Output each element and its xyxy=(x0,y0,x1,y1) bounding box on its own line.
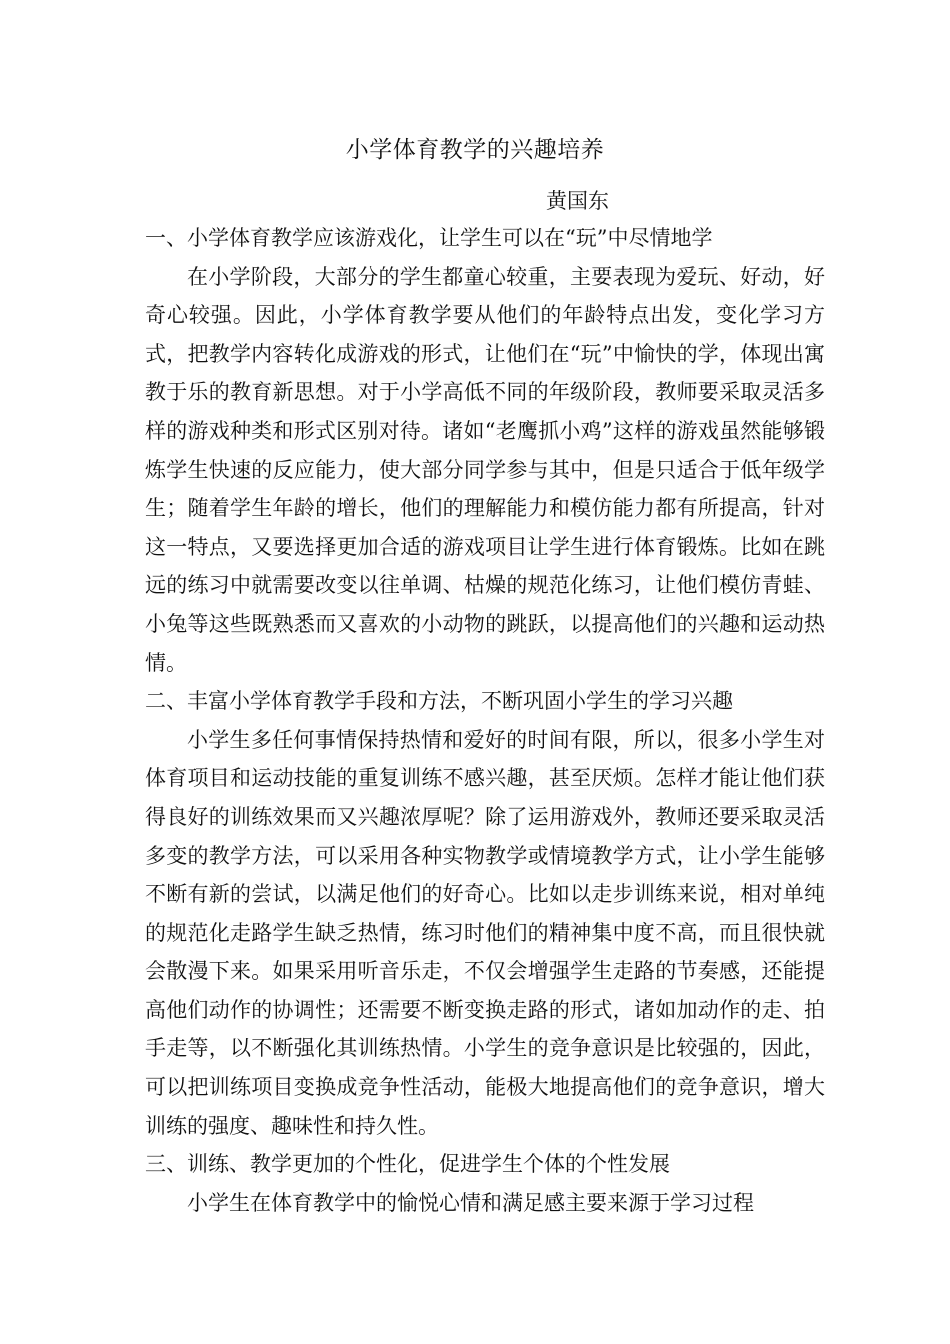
document-title: 小学体育教学的兴趣培养 xyxy=(345,137,605,163)
document-body xyxy=(145,219,825,1222)
section-3-paragraph: 小学生在体育教学中的愉悦心情和满足感主要来源于学习过程 xyxy=(187,1190,754,1215)
section-2-paragraph: 小学生多任何事情保持热情和爱好的时间有限，所以，很多小学生对体育项目和运动技能的重复训练不感兴趣，甚至厌烦。怎样才能让他们获得良好的训练效果而又兴趣浓厚呢？除了运用游戏外，教师还要采取灵活多变的教学方法，可以采用各种实物教学或情境教学方式，让小学生能够不断有新的尝试，以满足他们的好奇心。比如以走步训练来说，相对单纯的规范化走路学生缺乏热情，练习时他们的精神集中度不高，而且很快就会散漫下来。如果采用听音乐走，不仅会增强学生走路的节奏感，还能提高他们动作的协调性；还需要不断变换走路的形式，诸如加动作的走、拍手走等，以不断强化其训练热情。小学生的竞争意识是比较强的，因此，可以把训练项目变换成竞争性活动，能极大地提高他们的竞争意识，增大训练的强度、趣味性和持久性。 xyxy=(145,727,825,1138)
section-1-paragraph: 在小学阶段，大部分的学生都童心较重，主要表现为爱玩、好动，好奇心较强。因此，小学体育教学要从他们的年龄特点出发，变化学习方式，把教学内容转化成游戏的形式，让他们在“玩”中愉快的学，体现出寓教于乐的教育新思想。对于小学高低不同的年级阶段，教师要采取灵活多样的游戏种类和形式区别对待。诸如“老鹰抓小鸡”这样的游戏虽然能够锻炼学生快速的反应能力，使大部分同学参与其中，但是只适合于低年级学生；随着学生年龄的增长，他们的理解能力和模仿能力都有所提高，针对这一特点，又要选择更加合适的游戏项目让学生进行体育锻炼。比如在跳远的练习中就需要改变以往单调、枯燥的规范化练习，让他们模仿青蛙、小兔等这些既熟悉而又喜欢的小动物的跳跃，以提高他们的兴趣和运动热情。 xyxy=(145,264,825,675)
section-2-heading: 二、丰富小学体育教学手段和方法，不断巩固小学生的学习兴趣 xyxy=(145,689,733,714)
section-1-heading: 一、小学体育教学应该游戏化，让学生可以在“玩”中尽情地学 xyxy=(145,226,713,250)
author-name: 黄国东 xyxy=(546,189,609,213)
section-3-heading: 三、训练、教学更加的个性化，促进学生个体的个性发展 xyxy=(145,1152,670,1177)
